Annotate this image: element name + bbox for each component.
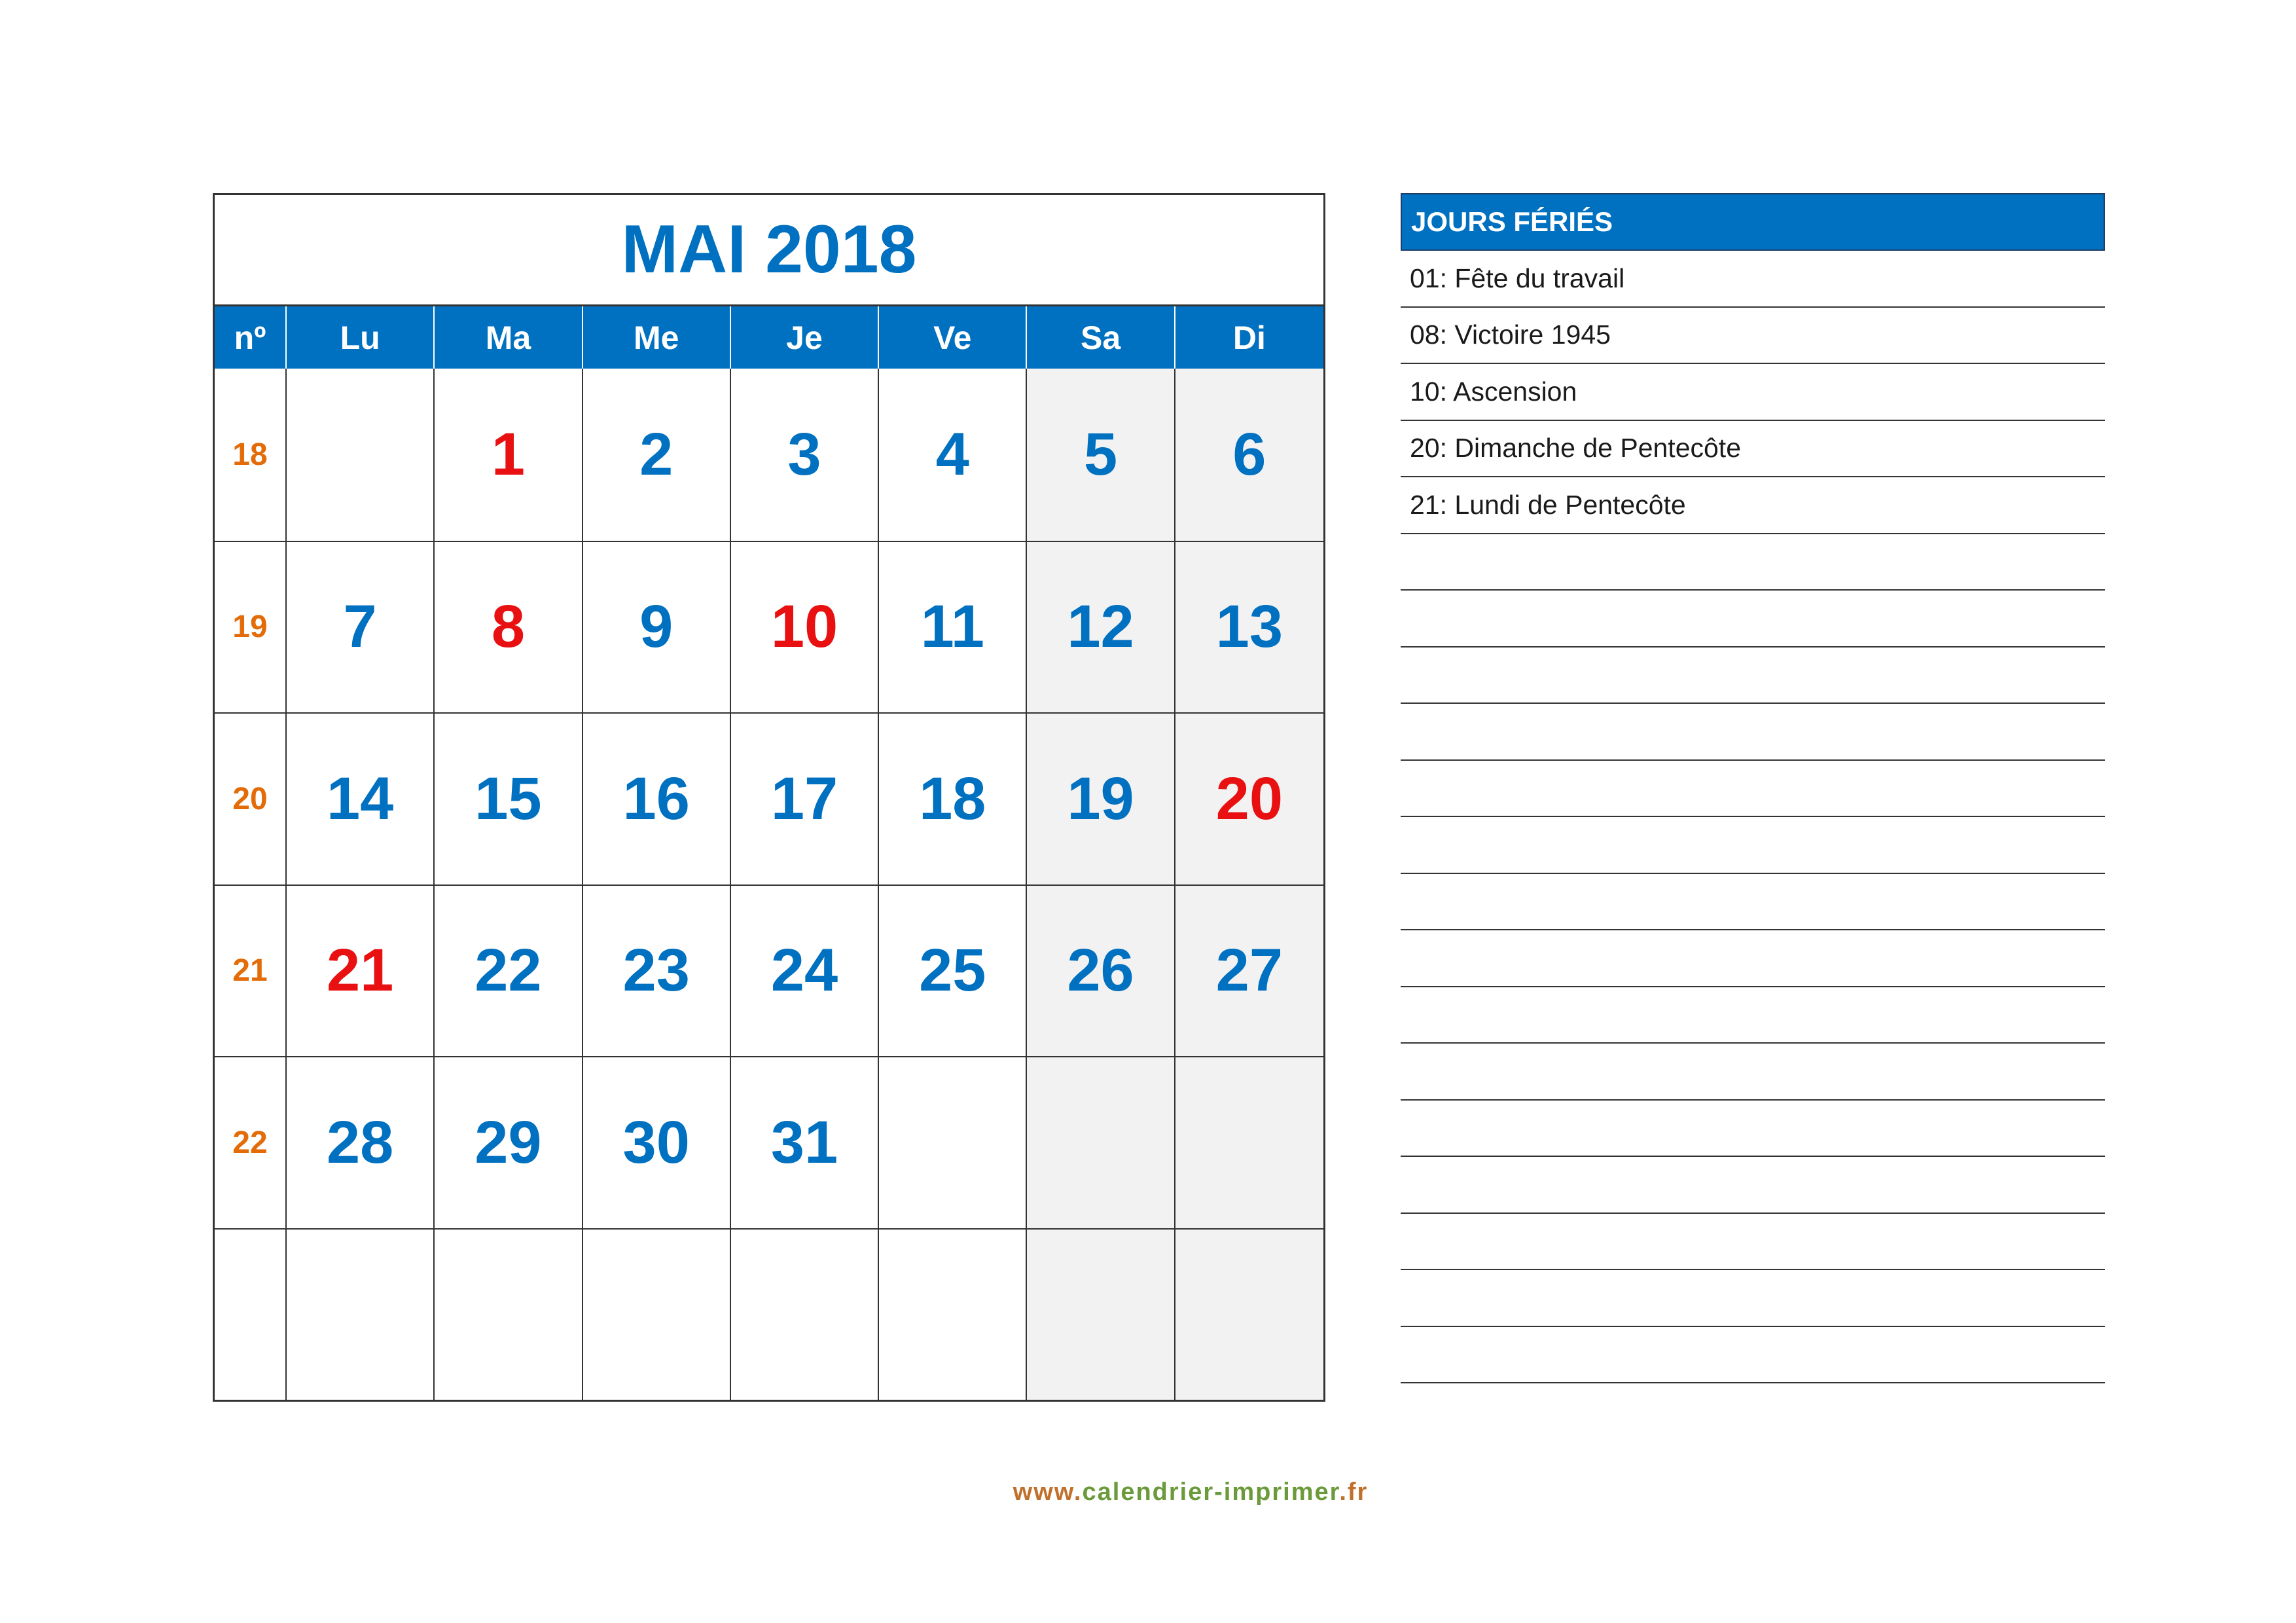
holiday-item: 01: Fête du travail [1401,251,2105,308]
blank-note-line [1401,1327,2105,1384]
holiday-item: 20: Dimanche de Pentecôte [1401,421,2105,478]
empty-day-cell [287,369,435,541]
day-cell: 5 [1027,369,1175,541]
day-cell: 15 [435,712,583,884]
day-cell: 19 [1027,712,1175,884]
footer-url-name: calendrier-imprimer [1082,1478,1340,1506]
blank-note-line [1401,704,2105,761]
blank-note-line [1401,761,2105,818]
day-cell: 13 [1175,541,1323,713]
week-number: 22 [215,1056,287,1228]
day-cell: 25 [879,884,1027,1057]
day-cell: 6 [1175,369,1323,541]
day-cell: 4 [879,369,1027,541]
header-day-7: Di [1232,319,1266,356]
day-cell: 11 [879,541,1027,713]
day-cell: 12 [1027,541,1175,713]
blank-note-line [1401,1270,2105,1327]
day-cell: 1 [435,369,583,541]
day-cell: 17 [731,712,879,884]
empty-day-cell [1175,1228,1323,1400]
blank-note-line [1401,987,2105,1044]
week-number: 19 [215,541,287,713]
empty-day-cell [1027,1228,1175,1400]
day-cell: 20 [1175,712,1323,884]
empty-day-cell [731,1228,879,1400]
blank-note-line [1401,930,2105,987]
blank-note-line [1401,534,2105,591]
holidays-list [1401,251,2105,1383]
day-cell: 23 [583,884,731,1057]
blank-note-line [1401,1044,2105,1101]
day-cell: 3 [731,369,879,541]
blank-note-line [1401,591,2105,647]
footer-url-prefix: www. [1013,1478,1083,1506]
day-cell: 29 [435,1056,583,1228]
day-cell: 10 [731,541,879,713]
day-cell: 16 [583,712,731,884]
blank-note-line [1401,1101,2105,1158]
week-number: 18 [215,369,287,541]
header-day-1: Lu [287,306,435,369]
footer-website[interactable] [0,1478,2296,1506]
day-cell: 18 [879,712,1027,884]
day-cell: 26 [1027,884,1175,1057]
calendar-title: MAI 2018 [215,195,1323,306]
week-number [215,1228,287,1400]
holidays-panel [1401,193,2105,1383]
blank-note-line [1401,817,2105,874]
header-day-3: Me [583,306,731,369]
empty-day-cell [1027,1056,1175,1228]
blank-note-line [1401,874,2105,931]
week-number: 21 [215,884,287,1057]
header-day-4: Je [731,306,879,369]
day-cell: 22 [435,884,583,1057]
empty-day-cell [879,1056,1027,1228]
empty-day-cell [435,1228,583,1400]
empty-day-cell [1175,1056,1323,1228]
holiday-item: 21: Lundi de Pentecôte [1401,477,2105,534]
day-cell: 27 [1175,884,1323,1057]
day-cell: 7 [287,541,435,713]
header-day-6: Sa [1027,306,1175,369]
holiday-item: 10: Ascension [1401,364,2105,421]
month-calendar [213,193,1325,1402]
day-cell: 9 [583,541,731,713]
blank-note-line [1401,1214,2105,1271]
empty-day-cell [879,1228,1027,1400]
empty-day-cell [583,1228,731,1400]
day-cell: 31 [731,1056,879,1228]
day-cell: 30 [583,1056,731,1228]
day-cell: 8 [435,541,583,713]
blank-note-line [1401,647,2105,704]
weekday-header-row [215,306,1323,369]
day-cell: 14 [287,712,435,884]
header-day-2: Ma [435,306,583,369]
day-cell: 24 [731,884,879,1057]
holiday-item: 08: Victoire 1945 [1401,308,2105,365]
holidays-title: JOURS FÉRIÉS [1401,193,2105,251]
blank-note-line [1401,1157,2105,1214]
day-cell: 21 [287,884,435,1057]
header-day-5: Ve [879,306,1027,369]
header-week-number: nº [215,306,287,369]
day-cell: 28 [287,1056,435,1228]
empty-day-cell [287,1228,435,1400]
day-cell: 2 [583,369,731,541]
week-number: 20 [215,712,287,884]
calendar-grid [215,369,1323,1400]
footer-url-suffix: .fr [1339,1478,1369,1506]
